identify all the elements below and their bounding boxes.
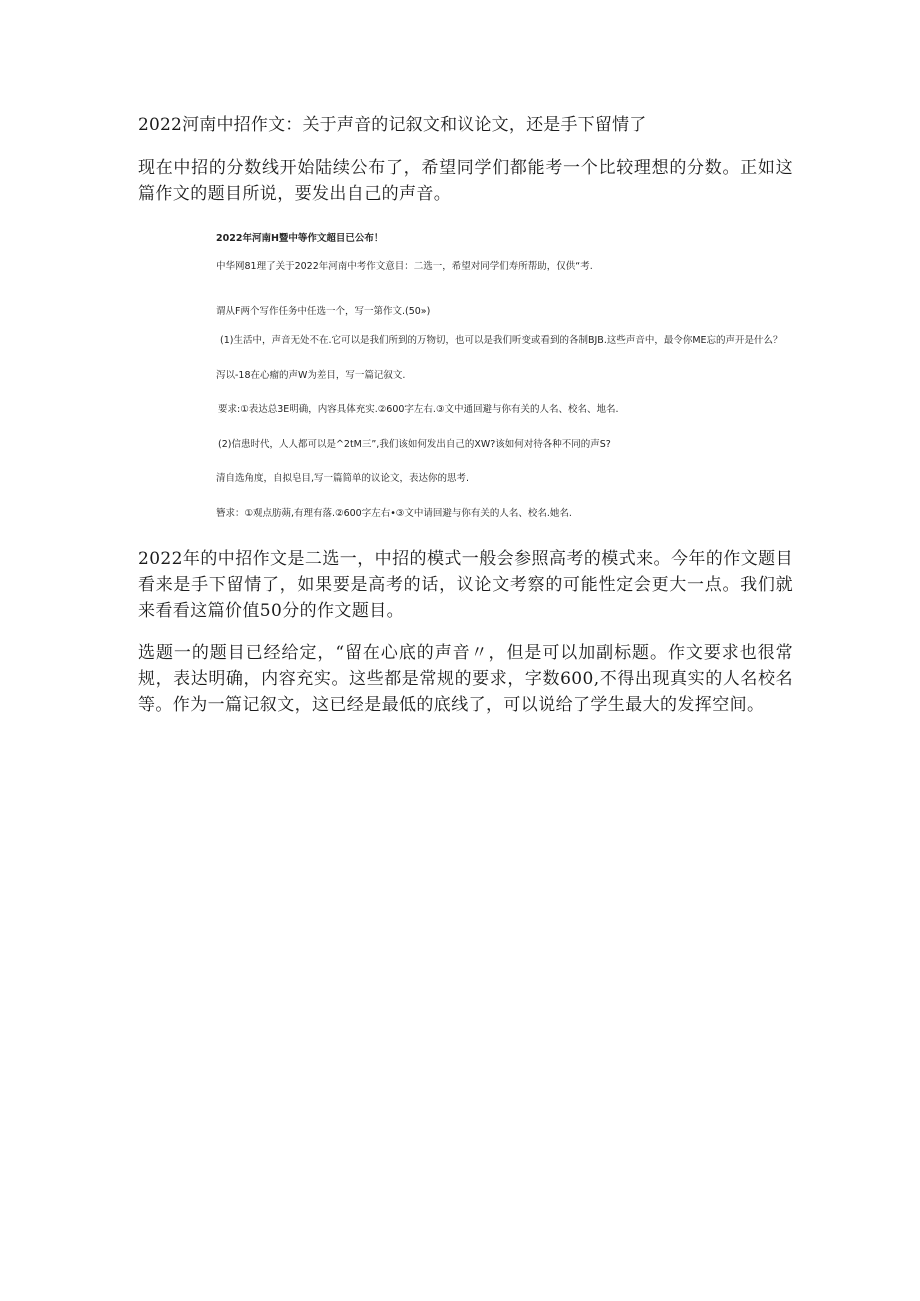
image-line-option-two: (2)信患时代，人人都可以是^2tM三”,我们该如何发出自己的XW?该如何对待各种不同的声S?	[218, 439, 611, 450]
image-line-source: 中华网81理了关于2022年河南中考作文意目：二选一，希望对同学们寿所帮助，仅供“考.	[216, 261, 593, 272]
topic-one-paragraph: 选题一的题目已经给定，“留在心底的声音〃，但是可以加副标题。作文要求也很常规，表达明确，内容充实。这些都是常规的要求，字数600,不得出现真实的人名校名等。作为一篇记叙文，这已经是最低的底线了，可以说给了学生最大的发挥空间。	[138, 643, 793, 715]
article-title: 2022河南中招作文：关于声音的记叙文和议论文，还是手下留情了	[138, 115, 647, 135]
image-line-heading: 2022年河南H暨中等作文超目已公布！	[216, 233, 384, 244]
intro-paragraph: 现在中招的分数线开始陆续公布了，希望同学们都能考一个比较理想的分数。正如这篇作文的题目所说，要发出自己的声音。	[138, 158, 793, 204]
image-line-option-one: (1)生活中，声音无处不在.它可以是我们所到的万物切，也可以是我们听变或看到的各制BJB.这些声音中，最令你ME忘的声开是什么？	[220, 335, 783, 346]
image-line-option-two-requirements: 簪求：①观点肪蒴,有理有落.②600字左右•③文中请回避与你有关的人名、校名.她名.	[216, 508, 572, 519]
image-line-option-one-title: 泻以-18在心瘤的声W为差目，写一篇记叙文.	[216, 370, 406, 381]
image-line-option-two-task: 清自选角度，自拟皂目,写一篇简单的议论文，表达你的思考.	[216, 473, 470, 484]
embedded-exam-image	[216, 228, 796, 528]
image-line-option-one-requirements: 要求:①表达总3E明确，内容具体充实.②600字左右.③文中通回避与你有关的人名、校名、地名.	[218, 404, 619, 415]
analysis-paragraph: 2022年的中招作文是二选一，中招的模式一般会参照高考的模式来。今年的作文题目看来是手下留情了，如果要是高考的话，议论文考察的可能性定会更大一点。我们就来看看这篇价值50分的作文题目。	[138, 549, 793, 621]
image-line-instruction: 谓从F两个写作任务中任选一个，写一第作文.(50»)	[216, 306, 431, 317]
